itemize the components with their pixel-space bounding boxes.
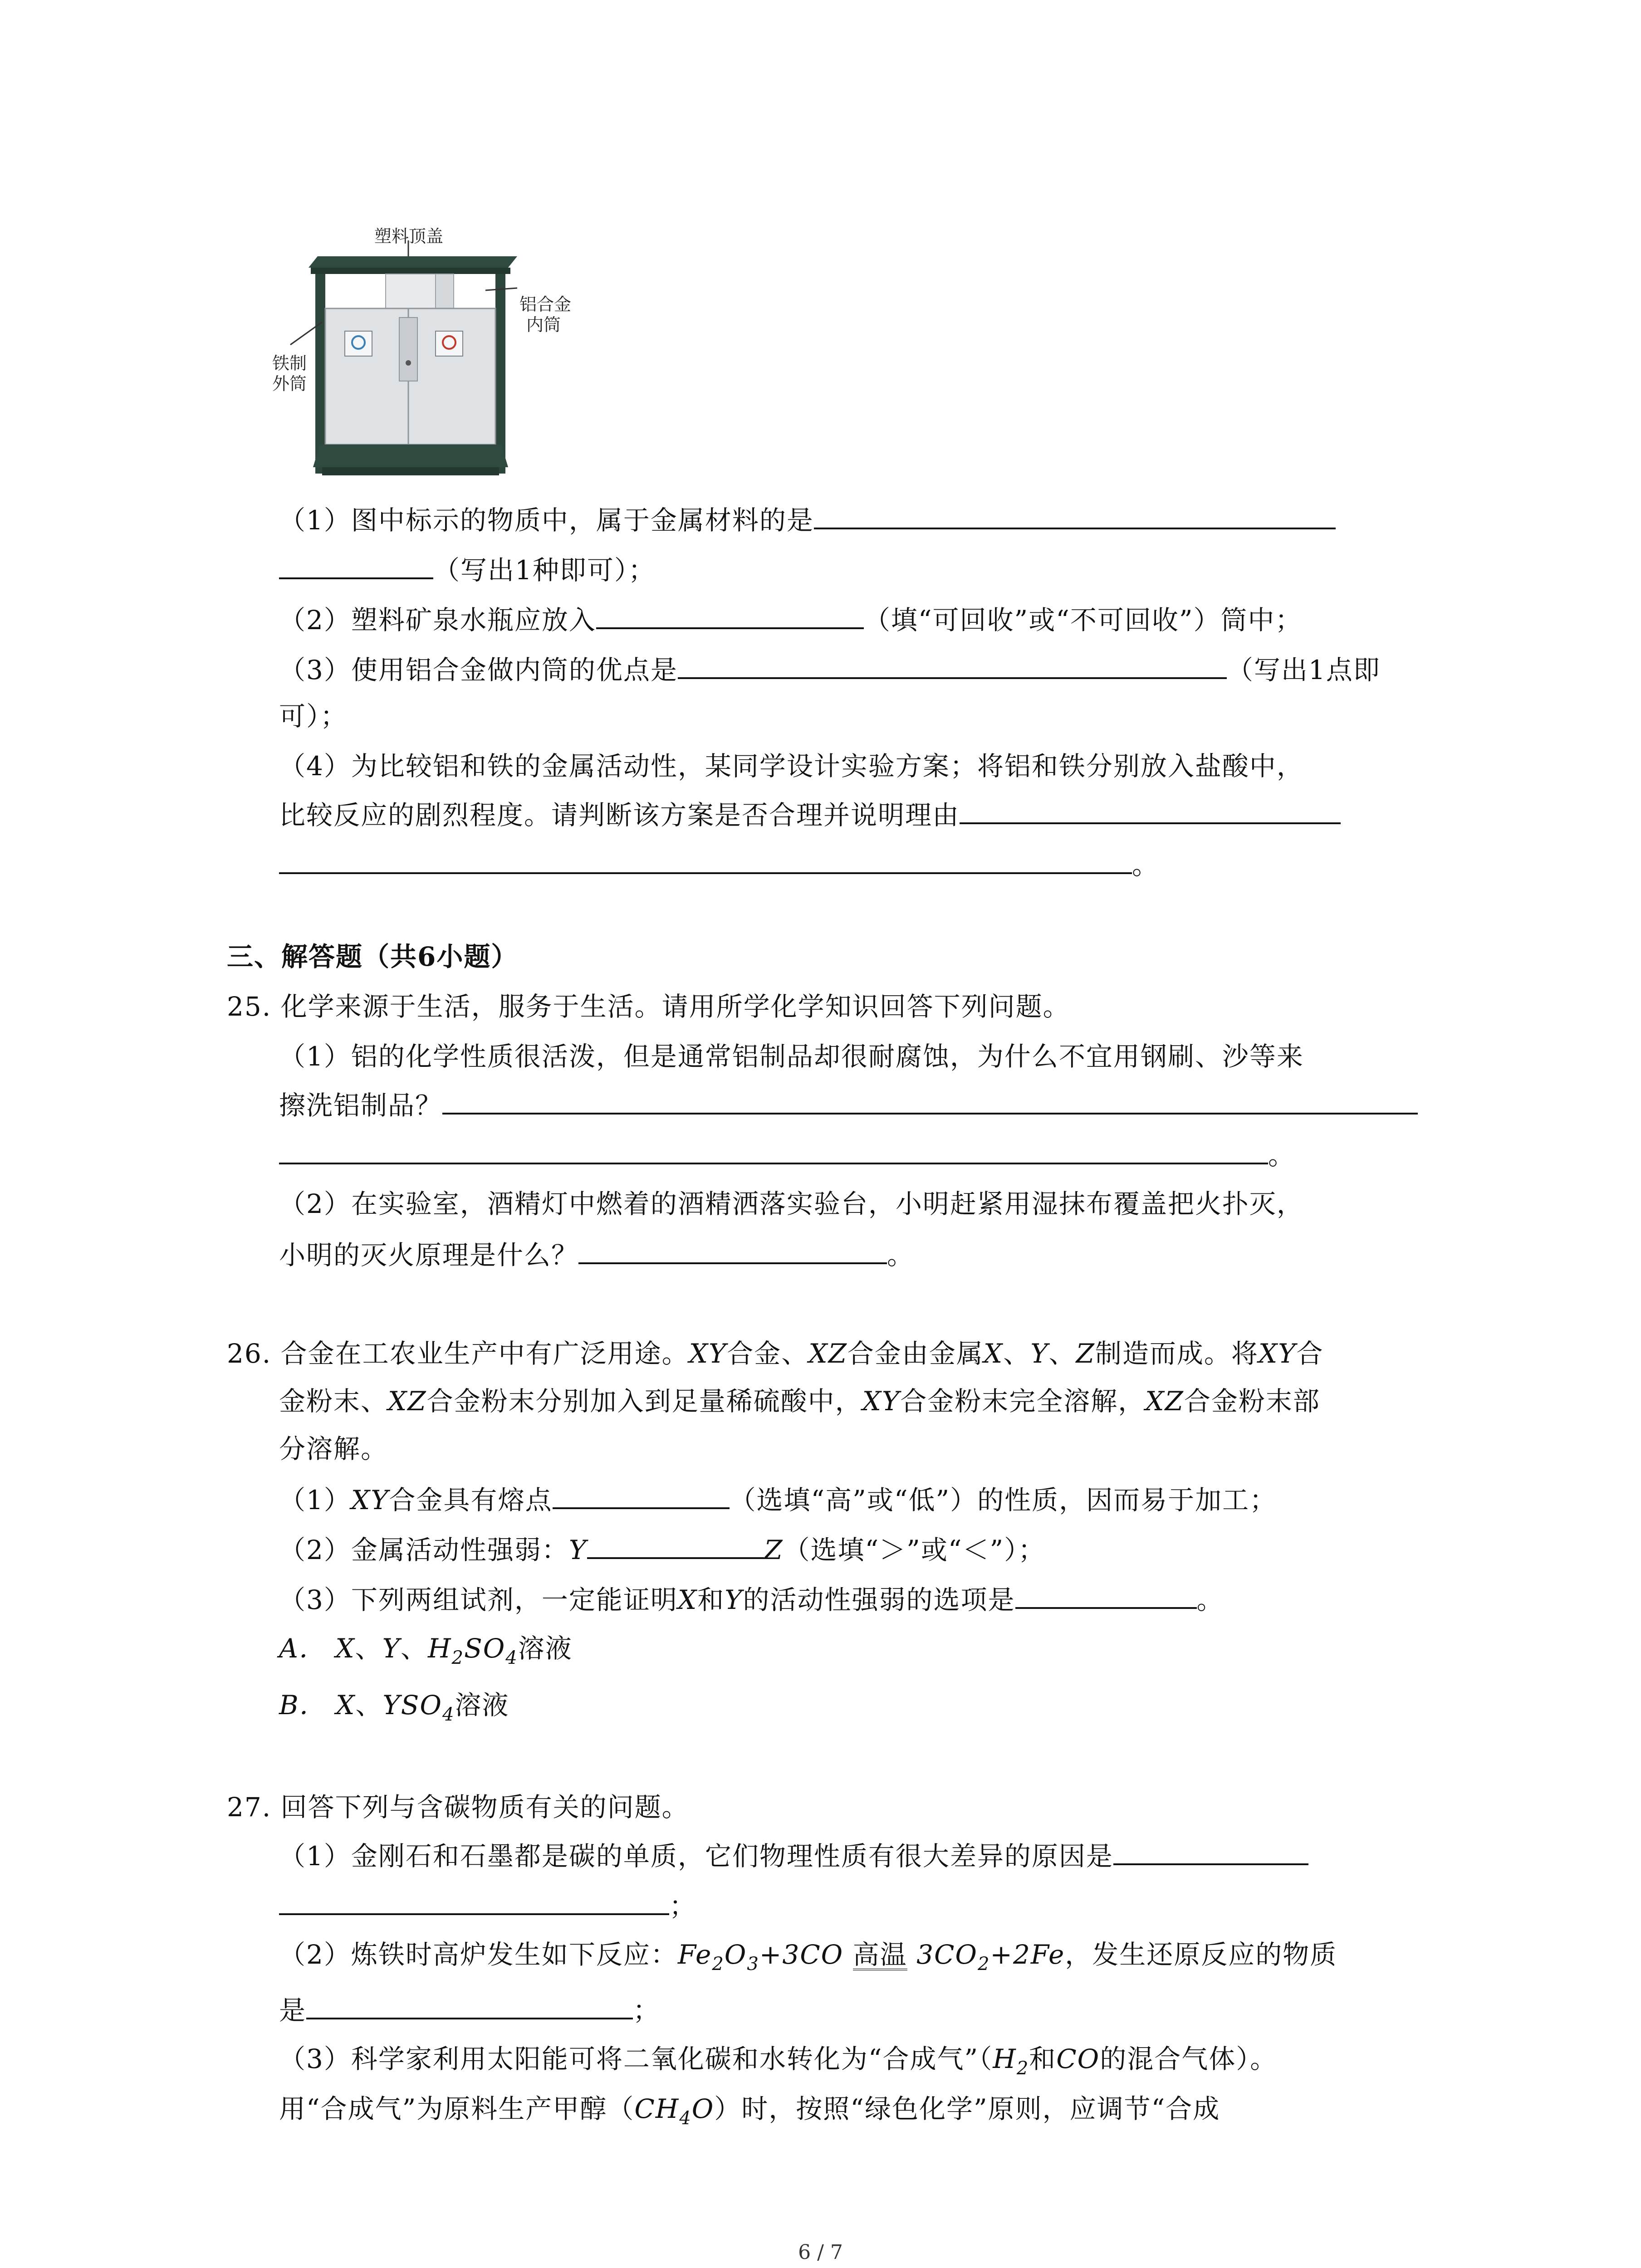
q27-answer-blank-1a[interactable] xyxy=(1113,1842,1308,1865)
q24-answer-blank-1[interactable] xyxy=(814,506,1336,529)
q27-part3-line1: （3）科学家利用太阳能可将二氧化碳和水转化为“合成气$”(H_2$和CO的混合气体）。 xyxy=(279,2043,1278,2079)
q24-answer-blank-2[interactable] xyxy=(596,606,864,629)
q25-answer-blank-1a[interactable] xyxy=(442,1091,1418,1114)
page-number: 6 / 7 xyxy=(798,2241,843,2264)
q27-answer-blank-1b[interactable] xyxy=(279,1892,669,1915)
q24-part4-line2: 比较反应的剧烈程度。请判断该方案是否合理并说明理由 xyxy=(279,801,1341,828)
section-heading: 三、解答题（共6小题） xyxy=(227,941,519,972)
q27-part1-line2: ； xyxy=(279,1892,696,1919)
q26-answer-blank-1[interactable] xyxy=(553,1486,730,1509)
q25-part1-line1: （1）铝的化学性质很活泼，但是通常铝制品却很耐腐蚀，为什么不宜用钢刷、沙等来 xyxy=(279,1041,1304,1072)
figure-label-iron: 铁制 xyxy=(272,353,307,373)
figure-label-inner-tube: 内筒 xyxy=(526,315,561,335)
trash-bin-figure xyxy=(272,213,572,485)
q25-part2-line1: （2）在实验室，酒精灯中燃着的酒精洒落实验台，小明赶紧用湿抹布覆盖把火扑灭， xyxy=(279,1188,1304,1219)
q24-part2: （2）塑料矿泉水瓶应放入 （填“可回收”或“不可回收”）筒中； xyxy=(279,605,1303,635)
q26-answer-blank-2[interactable] xyxy=(587,1535,764,1559)
q24-part4-line1: （4）为比较铝和铁的金属活动性，某同学设计实验方案；将铝和铁分别放入盐酸中， xyxy=(279,751,1304,782)
q24-answer-blank-1b[interactable] xyxy=(279,556,433,579)
q26-part1: （1）XY合金具有熔点 （选填“高”或“低”）的性质，因而易于加工； xyxy=(279,1485,1277,1515)
q27-stem: 27. 回答下列与含碳物质有关的问题。 xyxy=(227,1792,689,1823)
q25-part1-line2: 擦洗铝制品？ xyxy=(279,1091,1418,1119)
q26-part3: （3）下列两组试剂，一定能证明X和Y的活动性强弱的选项是 。 xyxy=(279,1584,1224,1615)
q26-part2: （2）金属活动性强弱：Y Z（选填“＞”或“＜”）； xyxy=(279,1535,1046,1565)
q25-answer-blank-1b[interactable] xyxy=(279,1141,1268,1164)
q24-answer-blank-4b[interactable] xyxy=(279,850,1132,874)
q24-answer-blank-3[interactable] xyxy=(678,655,1227,679)
figure-label-plastic-lid: 塑料顶盖 xyxy=(374,226,444,246)
q26-option-b[interactable]: B． X、$YSO_4$溶液 xyxy=(279,1690,509,1725)
q24-answer-blank-4a[interactable] xyxy=(960,801,1341,824)
q24-part1-line1: （1）图中标示的物质中，属于金属材料的是 xyxy=(279,506,1336,533)
q26-stem-line2: 金粉末、XZ合金粉末分别加入到足量稀硫酸中，XY合金粉末完全溶解，XZ合金粉末部 xyxy=(279,1386,1320,1417)
q27-part2-line1: （2）炼铁时高炉发生如下反应：$Fe_2O_3+3CO$ 高温 $3CO_2+2Fe$，发生还原反应的物质 xyxy=(279,1939,1337,1975)
q24-part3-line1: （3）使用铝合金做内筒的优点是 （写出1点即 xyxy=(279,655,1381,685)
q24-part3-line2: 可）； xyxy=(279,701,348,732)
q25-stem: 25. 化学来源于生活，服务于生活。请用所学化学知识回答下列问题。 xyxy=(227,991,1070,1022)
q27-part2-line2: 是 ； xyxy=(279,1995,661,2026)
q27-part1-line1: （1）金刚石和石墨都是碳的单质，它们物理性质有很大差异的原因是 xyxy=(279,1842,1308,1869)
q25-answer-blank-2[interactable] xyxy=(578,1241,887,1264)
q27-part3-line2: 用“合成气”为原料生产甲醇$(CH_4O)$时，按照“绿色化学”原则，应调节“合成 xyxy=(279,2093,1220,2129)
q24-part4-line3: 。 xyxy=(279,850,1159,878)
q24-part1-line2: （写出1种即可）； xyxy=(279,556,656,583)
q25-part2-line2: 小明的灭火原理是什么？ 。 xyxy=(279,1240,915,1271)
q26-answer-blank-3[interactable] xyxy=(1015,1585,1197,1609)
q26-stem-line3: 分溶解。 xyxy=(279,1433,388,1464)
figure-label-outer-tube: 外筒 xyxy=(272,374,307,394)
q26-stem-line1: 26. 合金在工农业生产中有广泛用途。XY合金、XZ合金由金属X、Y、Z制造而成。将XY合 xyxy=(227,1338,1324,1369)
reaction-condition: 高温 xyxy=(852,1939,907,1970)
q27-answer-blank-2[interactable] xyxy=(306,1996,633,2019)
q26-option-a[interactable]: A． X、Y、$H_2SO_4$溶液 xyxy=(279,1633,573,1668)
figure-label-aluminum-alloy: 铝合金 xyxy=(519,294,572,314)
q25-part1-line3: 。 xyxy=(279,1141,1295,1168)
trash-bin-illustration xyxy=(272,213,554,485)
